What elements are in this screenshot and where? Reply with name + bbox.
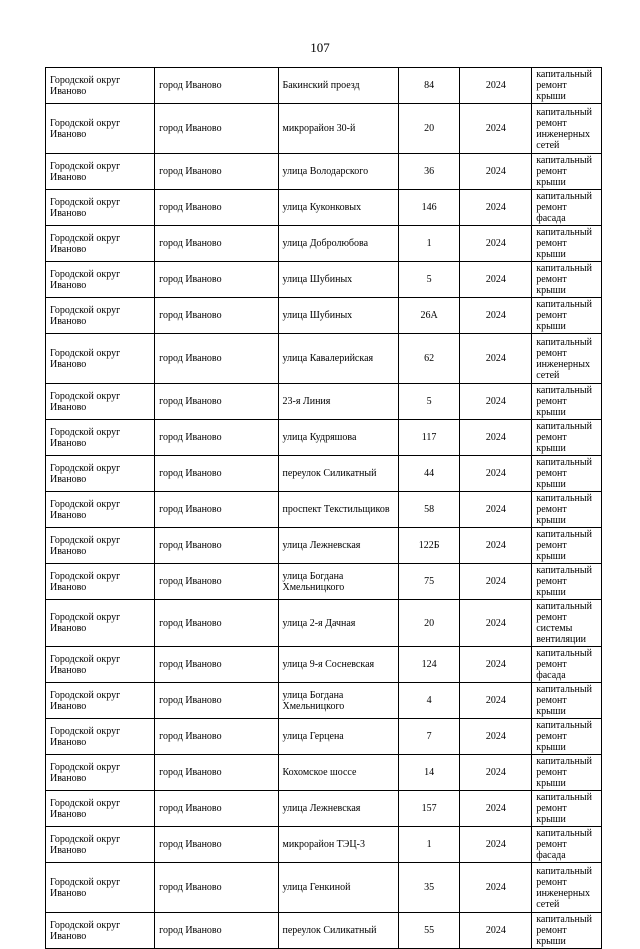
table-row xyxy=(46,420,602,456)
house-number-cell: 146 xyxy=(398,190,460,226)
work-type-cell: капитальный ремонт фасада xyxy=(532,827,602,863)
table-row xyxy=(46,104,602,154)
street-cell: улица 9-я Сосневская xyxy=(278,647,398,683)
city-cell: город Иваново xyxy=(155,647,278,683)
work-type-cell: капитальный ремонт фасада xyxy=(532,190,602,226)
district-cell: Городской округ Иваново xyxy=(46,600,155,647)
table-row xyxy=(46,190,602,226)
city-cell: город Иваново xyxy=(155,334,278,384)
house-number-cell: 124 xyxy=(398,647,460,683)
district-cell: Городской округ Иваново xyxy=(46,190,155,226)
city-cell: город Иваново xyxy=(155,492,278,528)
work-type-cell: капитальный ремонт крыши xyxy=(532,791,602,827)
city-cell: город Иваново xyxy=(155,528,278,564)
district-cell: Городской округ Иваново xyxy=(46,863,155,913)
city-cell: город Иваново xyxy=(155,755,278,791)
city-cell: город Иваново xyxy=(155,384,278,420)
city-cell: город Иваново xyxy=(155,683,278,719)
work-type-cell: капитальный ремонт крыши xyxy=(532,154,602,190)
house-number-cell: 157 xyxy=(398,791,460,827)
city-cell: город Иваново xyxy=(155,456,278,492)
table-row xyxy=(46,863,602,913)
table-row xyxy=(46,913,602,949)
year-cell: 2024 xyxy=(460,683,532,719)
work-type-cell: капитальный ремонт крыши xyxy=(532,420,602,456)
house-number-cell: 7 xyxy=(398,719,460,755)
house-number-cell: 14 xyxy=(398,755,460,791)
district-cell: Городской округ Иваново xyxy=(46,528,155,564)
work-type-cell: капитальный ремонт крыши xyxy=(532,528,602,564)
table-row xyxy=(46,226,602,262)
street-cell: улица Шубиных xyxy=(278,298,398,334)
year-cell: 2024 xyxy=(460,492,532,528)
house-number-cell: 5 xyxy=(398,384,460,420)
house-number-cell: 1 xyxy=(398,827,460,863)
house-number-cell: 75 xyxy=(398,564,460,600)
house-number-cell: 26А xyxy=(398,298,460,334)
table-row xyxy=(46,154,602,190)
work-type-cell: капитальный ремонт крыши xyxy=(532,564,602,600)
table-row xyxy=(46,755,602,791)
city-cell: город Иваново xyxy=(155,298,278,334)
district-cell: Городской округ Иваново xyxy=(46,492,155,528)
street-cell: микрорайон 30-й xyxy=(278,104,398,154)
house-number-cell: 84 xyxy=(398,68,460,104)
year-cell: 2024 xyxy=(460,564,532,600)
house-number-cell: 20 xyxy=(398,600,460,647)
street-cell: улица Кудряшова xyxy=(278,420,398,456)
district-cell: Городской округ Иваново xyxy=(46,913,155,949)
work-type-cell: капитальный ремонт крыши xyxy=(532,298,602,334)
street-cell: улица Добролюбова xyxy=(278,226,398,262)
work-type-cell: капитальный ремонт крыши xyxy=(532,492,602,528)
street-cell: Бакинский проезд xyxy=(278,68,398,104)
district-cell: Городской округ Иваново xyxy=(46,262,155,298)
table-row xyxy=(46,492,602,528)
work-type-cell: капитальный ремонт крыши xyxy=(532,68,602,104)
district-cell: Городской округ Иваново xyxy=(46,647,155,683)
street-cell: проспект Текстильщиков xyxy=(278,492,398,528)
district-cell: Городской округ Иваново xyxy=(46,298,155,334)
table-row xyxy=(46,791,602,827)
table-row xyxy=(46,683,602,719)
district-cell: Городской округ Иваново xyxy=(46,420,155,456)
repair-schedule-table xyxy=(45,67,602,949)
work-type-cell: капитальный ремонт крыши xyxy=(532,456,602,492)
table-row xyxy=(46,298,602,334)
street-cell: улица Шубиных xyxy=(278,262,398,298)
house-number-cell: 58 xyxy=(398,492,460,528)
year-cell: 2024 xyxy=(460,384,532,420)
house-number-cell: 55 xyxy=(398,913,460,949)
city-cell: город Иваново xyxy=(155,600,278,647)
city-cell: город Иваново xyxy=(155,68,278,104)
street-cell: улица Лежневская xyxy=(278,791,398,827)
table-row xyxy=(46,647,602,683)
table-row xyxy=(46,384,602,420)
city-cell: город Иваново xyxy=(155,190,278,226)
table-row xyxy=(46,827,602,863)
district-cell: Городской округ Иваново xyxy=(46,104,155,154)
table-row xyxy=(46,719,602,755)
house-number-cell: 44 xyxy=(398,456,460,492)
house-number-cell: 5 xyxy=(398,262,460,298)
city-cell: город Иваново xyxy=(155,154,278,190)
district-cell: Городской округ Иваново xyxy=(46,564,155,600)
house-number-cell: 36 xyxy=(398,154,460,190)
table-row xyxy=(46,456,602,492)
work-type-cell: капитальный ремонт фасада xyxy=(532,647,602,683)
work-type-cell: капитальный ремонт инженерных сетей xyxy=(532,863,602,913)
year-cell: 2024 xyxy=(460,827,532,863)
year-cell: 2024 xyxy=(460,298,532,334)
street-cell: Кохомское шоссе xyxy=(278,755,398,791)
work-type-cell: капитальный ремонт крыши xyxy=(532,262,602,298)
district-cell: Городской округ Иваново xyxy=(46,791,155,827)
city-cell: город Иваново xyxy=(155,420,278,456)
district-cell: Городской округ Иваново xyxy=(46,683,155,719)
house-number-cell: 35 xyxy=(398,863,460,913)
street-cell: улица Генкиной xyxy=(278,863,398,913)
city-cell: город Иваново xyxy=(155,262,278,298)
street-cell: улица 2-я Дачная xyxy=(278,600,398,647)
district-cell: Городской округ Иваново xyxy=(46,719,155,755)
table-row xyxy=(46,600,602,647)
street-cell: улица Лежневская xyxy=(278,528,398,564)
house-number-cell: 117 xyxy=(398,420,460,456)
district-cell: Городской округ Иваново xyxy=(46,226,155,262)
work-type-cell: капитальный ремонт инженерных сетей xyxy=(532,334,602,384)
city-cell: город Иваново xyxy=(155,226,278,262)
work-type-cell: капитальный ремонт крыши xyxy=(532,755,602,791)
year-cell: 2024 xyxy=(460,104,532,154)
year-cell: 2024 xyxy=(460,600,532,647)
year-cell: 2024 xyxy=(460,154,532,190)
table-row xyxy=(46,528,602,564)
house-number-cell: 4 xyxy=(398,683,460,719)
district-cell: Городской округ Иваново xyxy=(46,154,155,190)
house-number-cell: 20 xyxy=(398,104,460,154)
street-cell: улица Кавалерийская xyxy=(278,334,398,384)
year-cell: 2024 xyxy=(460,190,532,226)
city-cell: город Иваново xyxy=(155,564,278,600)
city-cell: город Иваново xyxy=(155,913,278,949)
page-number: 107 xyxy=(310,40,330,55)
year-cell: 2024 xyxy=(460,719,532,755)
work-type-cell: капитальный ремонт крыши xyxy=(532,226,602,262)
street-cell: улица Богдана Хмельницкого xyxy=(278,564,398,600)
city-cell: город Иваново xyxy=(155,104,278,154)
year-cell: 2024 xyxy=(460,913,532,949)
street-cell: 23-я Линия xyxy=(278,384,398,420)
work-type-cell: капитальный ремонт инженерных сетей xyxy=(532,104,602,154)
street-cell: улица Богдана Хмельницкого xyxy=(278,683,398,719)
year-cell: 2024 xyxy=(460,528,532,564)
year-cell: 2024 xyxy=(460,755,532,791)
work-type-cell: капитальный ремонт крыши xyxy=(532,384,602,420)
table-row xyxy=(46,68,602,104)
district-cell: Городской округ Иваново xyxy=(46,384,155,420)
city-cell: город Иваново xyxy=(155,827,278,863)
street-cell: улица Куконковых xyxy=(278,190,398,226)
city-cell: город Иваново xyxy=(155,791,278,827)
street-cell: улица Володарского xyxy=(278,154,398,190)
house-number-cell: 122Б xyxy=(398,528,460,564)
year-cell: 2024 xyxy=(460,863,532,913)
year-cell: 2024 xyxy=(460,262,532,298)
district-cell: Городской округ Иваново xyxy=(46,334,155,384)
year-cell: 2024 xyxy=(460,334,532,384)
street-cell: улица Герцена xyxy=(278,719,398,755)
year-cell: 2024 xyxy=(460,226,532,262)
district-cell: Городской округ Иваново xyxy=(46,827,155,863)
house-number-cell: 1 xyxy=(398,226,460,262)
year-cell: 2024 xyxy=(460,420,532,456)
city-cell: город Иваново xyxy=(155,719,278,755)
district-cell: Городской округ Иваново xyxy=(46,456,155,492)
table-row xyxy=(46,334,602,384)
table-row xyxy=(46,564,602,600)
street-cell: переулок Силикатный xyxy=(278,913,398,949)
work-type-cell: капитальный ремонт крыши xyxy=(532,719,602,755)
district-cell: Городской округ Иваново xyxy=(46,755,155,791)
year-cell: 2024 xyxy=(460,68,532,104)
year-cell: 2024 xyxy=(460,647,532,683)
street-cell: микрорайон ТЭЦ-3 xyxy=(278,827,398,863)
year-cell: 2024 xyxy=(460,791,532,827)
city-cell: город Иваново xyxy=(155,863,278,913)
work-type-cell: капитальный ремонт системы вентиляции xyxy=(532,600,602,647)
work-type-cell: капитальный ремонт крыши xyxy=(532,913,602,949)
work-type-cell: капитальный ремонт крыши xyxy=(532,683,602,719)
street-cell: переулок Силикатный xyxy=(278,456,398,492)
table-row xyxy=(46,262,602,298)
district-cell: Городской округ Иваново xyxy=(46,68,155,104)
house-number-cell: 62 xyxy=(398,334,460,384)
year-cell: 2024 xyxy=(460,456,532,492)
